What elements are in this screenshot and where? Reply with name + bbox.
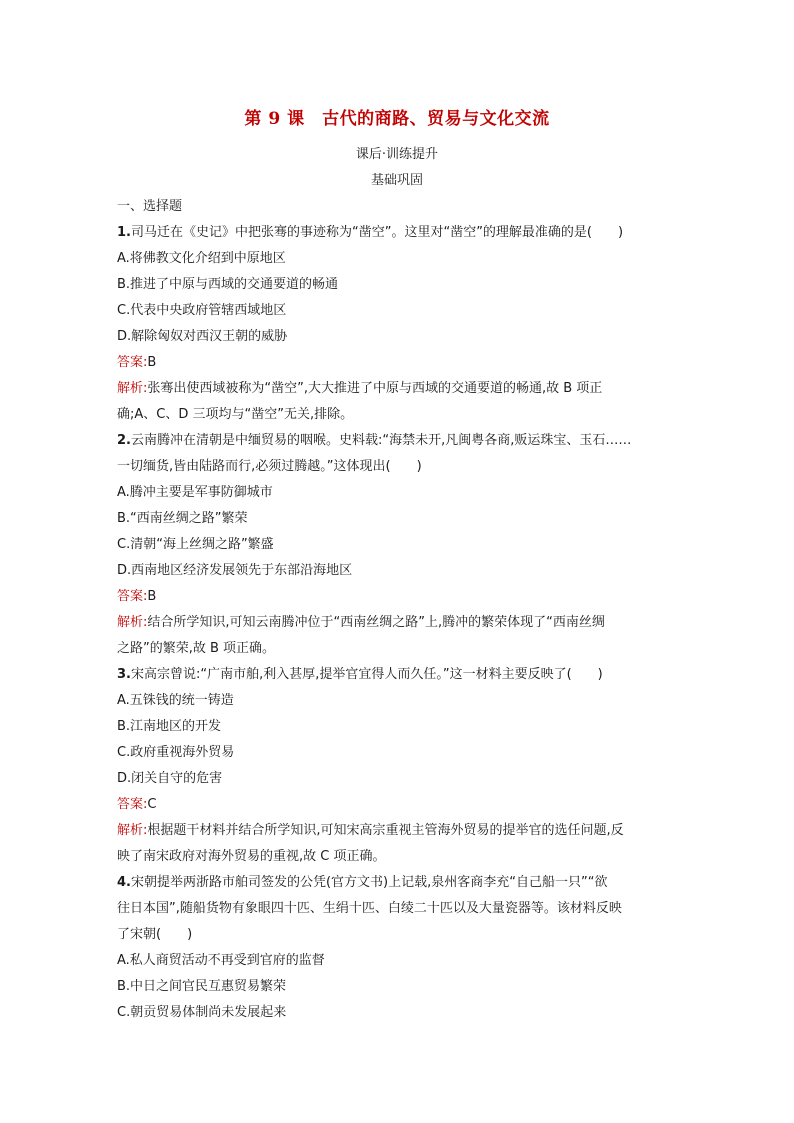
option-item: C.朝贡贸易体制尚未发展起来 [117, 1005, 287, 1020]
document-content [117, 106, 677, 1026]
option-item: D.闭关自守的危害 [117, 771, 223, 786]
analysis-label: 解析: [117, 615, 148, 630]
question-block [117, 662, 677, 870]
option-item: A.将佛教文化介绍到中原地区 [117, 251, 286, 266]
answer-label: 答案: [117, 797, 148, 812]
option-item: A.腾冲主要是军事防御城市 [117, 485, 273, 500]
option-item: A.私人商贸活动不再受到官府的监督 [117, 953, 325, 968]
question-list [117, 220, 677, 1026]
question-stem-line [117, 922, 677, 948]
option-item: B.“西南丝绸之路”繁荣 [117, 511, 248, 526]
question-stem-line [117, 662, 677, 688]
analysis-line [117, 844, 677, 870]
question-stem-text: 云南腾冲在清朝是中缅贸易的咽喉。史料载:“海禁未开,凡闽粤各商,贩运珠宝、玉石…… [130, 433, 632, 448]
answer-line [117, 792, 677, 818]
question-stem-text: 司马迁在《史记》中把张骞的事迹称为“凿空”。这里对“凿空”的理解最准确的是( ) [130, 225, 624, 240]
question-block [117, 870, 677, 1026]
analysis-text: 张骞出使西域被称为“凿空”,大大推进了中原与西域的交通要道的畅通,故 B 项正 [147, 381, 603, 396]
option-item: D.解除匈奴对西汉王朝的威胁 [117, 329, 288, 344]
option-item: C.政府重视海外贸易 [117, 745, 235, 760]
question-number: 1. [117, 225, 131, 240]
answer-line [117, 350, 677, 376]
option-item: B.中日之间官民互惠贸易繁荣 [117, 979, 287, 994]
answer-value: C [147, 797, 157, 812]
page-subtitle: 课后·训练提升 [355, 147, 439, 162]
page-title: 第 9 课 古代的商路、贸易与文化交流 [244, 109, 550, 129]
analysis-label: 解析: [117, 381, 148, 396]
analysis-line [117, 610, 677, 636]
option-item: C.清朝“海上丝绸之路”繁盛 [117, 537, 274, 552]
question-stem-text: 一切缅货,皆由陆路而行,必须过腾越。”这体现出( ) [117, 459, 422, 474]
section-heading: 一、选择题 [117, 199, 183, 214]
analysis-text: 根据题干材料并结合所学知识,可知宋高宗重视主管海外贸易的提举官的选任问题,反 [147, 823, 624, 838]
analysis-label: 解析: [117, 823, 148, 838]
question-stem-text: 宋高宗曾说:“广南市舶,利入甚厚,提举官宜得人而久任。”这一材料主要反映了( ) [130, 667, 603, 682]
question-block [117, 220, 677, 428]
answer-label: 答案: [117, 589, 148, 604]
question-stem-line [117, 454, 677, 480]
question-number: 2. [117, 433, 131, 448]
question-stem-text: 往日本国”,随船货物有象眼四十匹、生绢十匹、白绫二十匹以及大量瓷器等。该材料反映 [117, 901, 622, 916]
question-stem-line [117, 870, 677, 896]
analysis-text: 之路”的繁荣,故 B 项正确。 [117, 641, 276, 656]
question-stem-text: 宋朝提举两浙路市舶司签发的公凭(官方文书)上记载,泉州客商李充“自己船一只”“欲 [130, 875, 608, 890]
analysis-line [117, 818, 677, 844]
option-item: C.代表中央政府管辖西域地区 [117, 303, 287, 318]
answer-label: 答案: [117, 355, 148, 370]
question-stem-line [117, 428, 677, 454]
answer-line [117, 584, 677, 610]
question-stem-line [117, 896, 677, 922]
analysis-line [117, 376, 677, 402]
analysis-text: 映了南宋政府对海外贸易的重视,故 C 项正确。 [117, 849, 386, 864]
option-item: A.五铢钱的统一铸造 [117, 693, 234, 708]
option-item: B.江南地区的开发 [117, 719, 222, 734]
option-item: D.西南地区经济发展领先于东部沿海地区 [117, 563, 353, 578]
question-stem-text: 了宋朝( ) [117, 927, 193, 942]
question-stem-line [117, 220, 677, 246]
analysis-text: 确;A、C、D 三项均与“凿空”无关,排除。 [117, 407, 354, 422]
section-subtitle: 基础巩固 [370, 173, 423, 188]
analysis-line [117, 636, 677, 662]
question-block [117, 428, 677, 662]
answer-value: B [147, 589, 157, 604]
answer-value: B [147, 355, 157, 370]
question-number: 3. [117, 667, 131, 682]
option-item: B.推进了中原与西域的交通要道的畅通 [117, 277, 339, 292]
analysis-line [117, 402, 677, 428]
question-number: 4. [117, 875, 131, 890]
analysis-text: 结合所学知识,可知云南腾冲位于“西南丝绸之路”上,腾冲的繁荣体现了“西南丝绸 [147, 615, 605, 630]
